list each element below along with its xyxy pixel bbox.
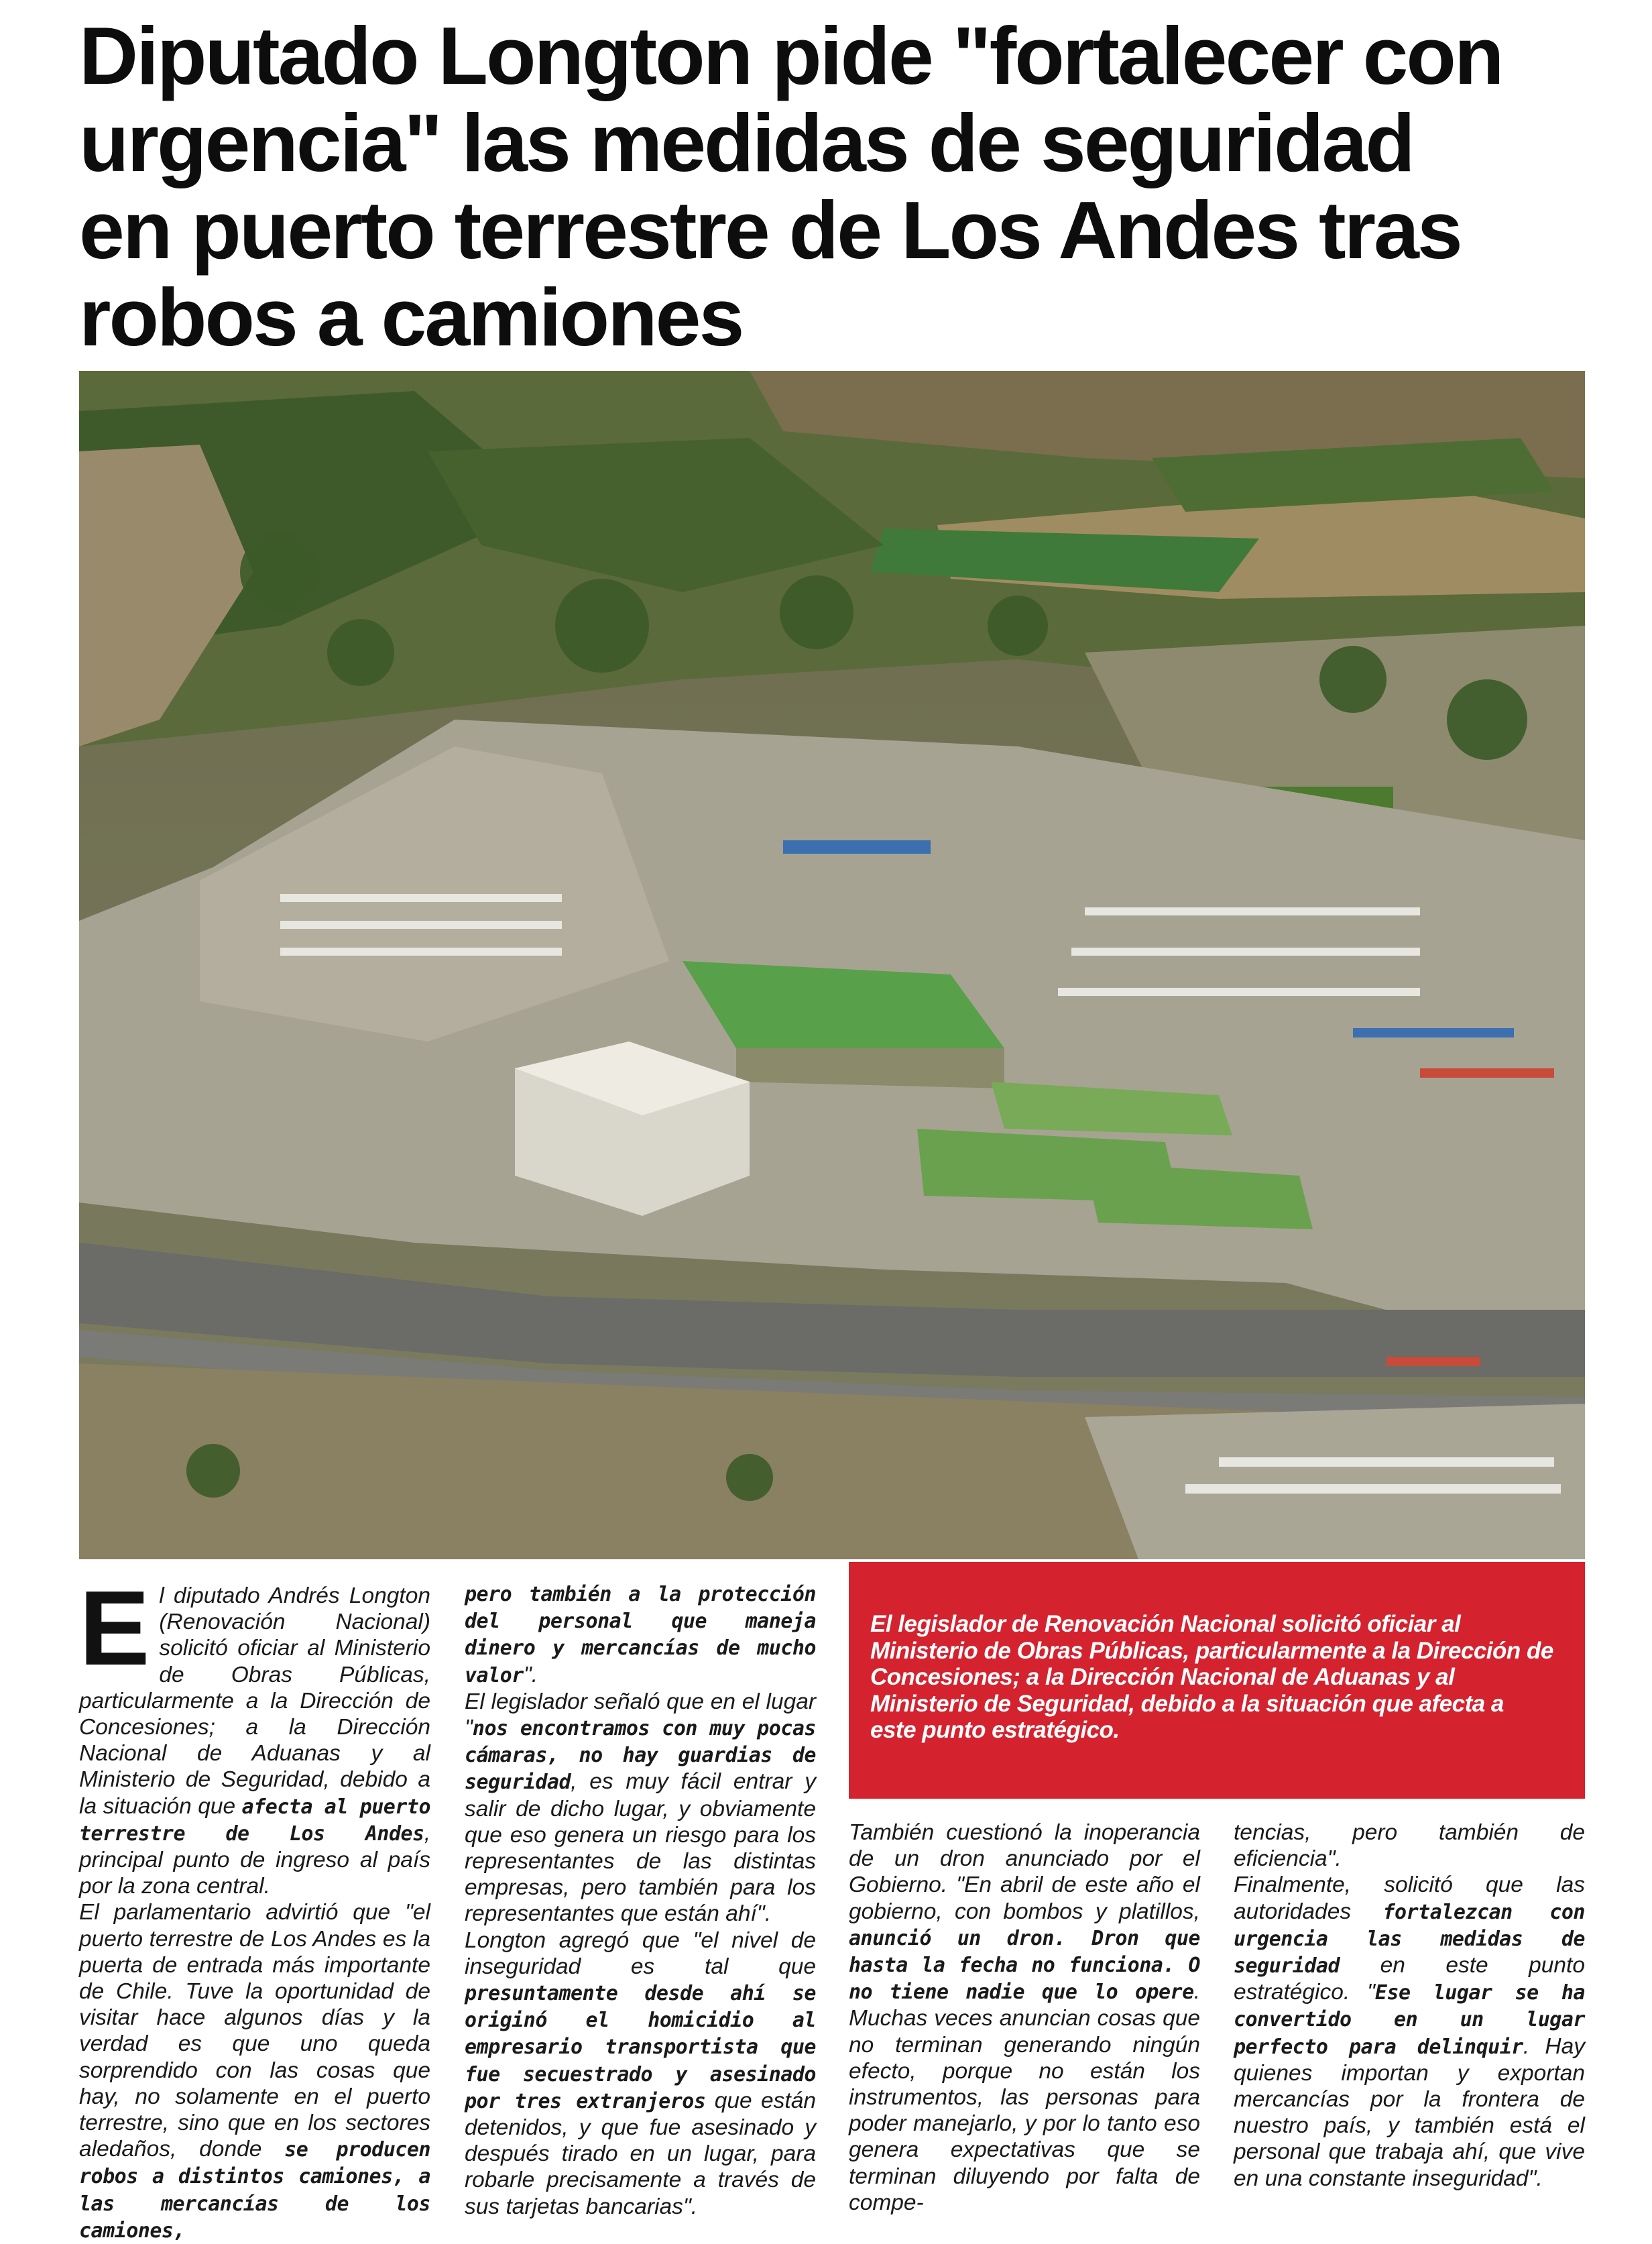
text-run: También cuestionó la inoperancia de un dron anunciado por el Gobierno. "En abril de este año el gobierno, con bombos y platillos, xyxy=(849,1820,1200,1924)
emphasis-run: se producen robos a distintos camiones, a las mercancías de los camiones, xyxy=(79,2138,430,2243)
paragraph xyxy=(849,1819,1200,2216)
body-column-2 xyxy=(465,1581,816,2220)
text-run: en este punto estratégico. " xyxy=(1234,1953,1585,2005)
article-headline xyxy=(79,12,1608,361)
text-run: . Muchas veces anuncian cosas que no terminan generando ningún efecto, porque no están los instrumentos, las personas para poder manejarlo, y por lo tanto eso genera expectativas que se terminan diluyendo por falta de compe- xyxy=(849,1979,1200,2215)
text-run: El parlamentario advirtió que "el puerto terrestre de Los Andes es la puerta de entrada más importante de Chile. Tuve la oportunidad de visitar hace algunos días y la verdad es que uno queda sorprendido con las cosas que hay, no solamente en el puerto terrestre, sino que en los sectores aledaños, donde xyxy=(79,1900,430,2162)
headline-line-3: en puerto terrestre de Los Andes tras xyxy=(79,184,1461,276)
paragraph-quote xyxy=(79,1899,430,2244)
emphasis-run: pero también a la protección del personal que maneja dinero y mercancías de mucho valor xyxy=(465,1583,816,1687)
emphasis-run: fortalezcan con urgencia las medidas de seguridad xyxy=(1234,1900,1585,1978)
paragraph-intro xyxy=(79,1569,431,1899)
body-column-4 xyxy=(1234,1819,1585,2192)
text-run: que están detenidos, y que fue asesinado y después tirado en un lugar, para robarle precisamente a través de sus tarjetas bancarias". xyxy=(465,2088,816,2219)
article-photo xyxy=(79,371,1585,1559)
text-run: Finalmente, solicitó que las autoridades xyxy=(1234,1872,1585,1924)
headline-line-2: urgencia" las medidas de seguridad xyxy=(79,97,1413,188)
headline-line-4: robos a camiones xyxy=(79,272,743,363)
paragraph: tencias, pero también de eficiencia". xyxy=(1234,1820,1585,1872)
text-run: El legislador señaló que en el lugar " xyxy=(465,1689,816,1741)
text-run: , principal punto de ingreso al país por la zona central. xyxy=(79,1820,430,1899)
paragraph xyxy=(465,1581,816,1689)
text-run: , es muy fácil entrar y salir de dicho lugar, y obviamente que eso genera un riesgo para los representantes de las distintas empresas, pero también para los representantes que están ahí". xyxy=(465,1769,816,1927)
emphasis-run: afecta al puerto terrestre de Los Andes xyxy=(79,1795,431,1846)
text-run: . Hay quienes importan y exportan mercancías por la frontera de nuestro país, y también está el personal que trabaja ahí, que vive en una constante inseguridad". xyxy=(1234,2033,1585,2191)
body-column-1 xyxy=(79,1569,431,2244)
emphasis-run: Ese lugar se ha convertido en un lugar perfecto para delinquir xyxy=(1234,1981,1585,2059)
body-column-3 xyxy=(849,1819,1200,2216)
pull-quote-text: El legislador de Renovación Nacional solicitó oficiar al Ministerio de Obras Públicas, particularmente a la Dirección de Concesiones; a la Dirección Nacional de Aduanas y al Ministerio de Seguridad, debido a la situación que afecta a este punto estratégico. xyxy=(870,1611,1553,1743)
emphasis-run: nos encontramos con muy pocas cámaras, no hay guardias de seguridad xyxy=(465,1717,816,1795)
emphasis-run: anunció un dron. Dron que hasta la fecha no funciona. O no tiene nadie que lo opere xyxy=(849,1926,1200,2005)
drop-cap: E xyxy=(79,1569,150,1687)
paragraph xyxy=(465,1927,816,2220)
pull-quote-box xyxy=(849,1562,1585,1799)
paragraph xyxy=(465,1689,816,1927)
emphasis-run: presuntamente desde ahí se originó el homicidio al empresario transportista que fue secuestrado y asesinado por tres extranjeros xyxy=(465,1982,816,2113)
paragraph xyxy=(1234,1872,1585,2191)
headline-line-1: Diputado Longton pide "fortalecer con xyxy=(79,10,1502,101)
aerial-terminal-illustration xyxy=(79,371,1585,1559)
text-run: l diputado Andrés Longton (Renovación Nacional) solicitó oficiar al Ministerio de Obras Públicas, particularmente a la Dirección de Concesiones; a la Dirección Nacional de Aduanas y al Ministerio de Seguridad, debido a la situación que xyxy=(79,1583,430,1819)
text-run: Longton agregó que "el nivel de inseguridad es tal que xyxy=(465,1927,816,1979)
text-run: ". xyxy=(523,1662,538,1687)
